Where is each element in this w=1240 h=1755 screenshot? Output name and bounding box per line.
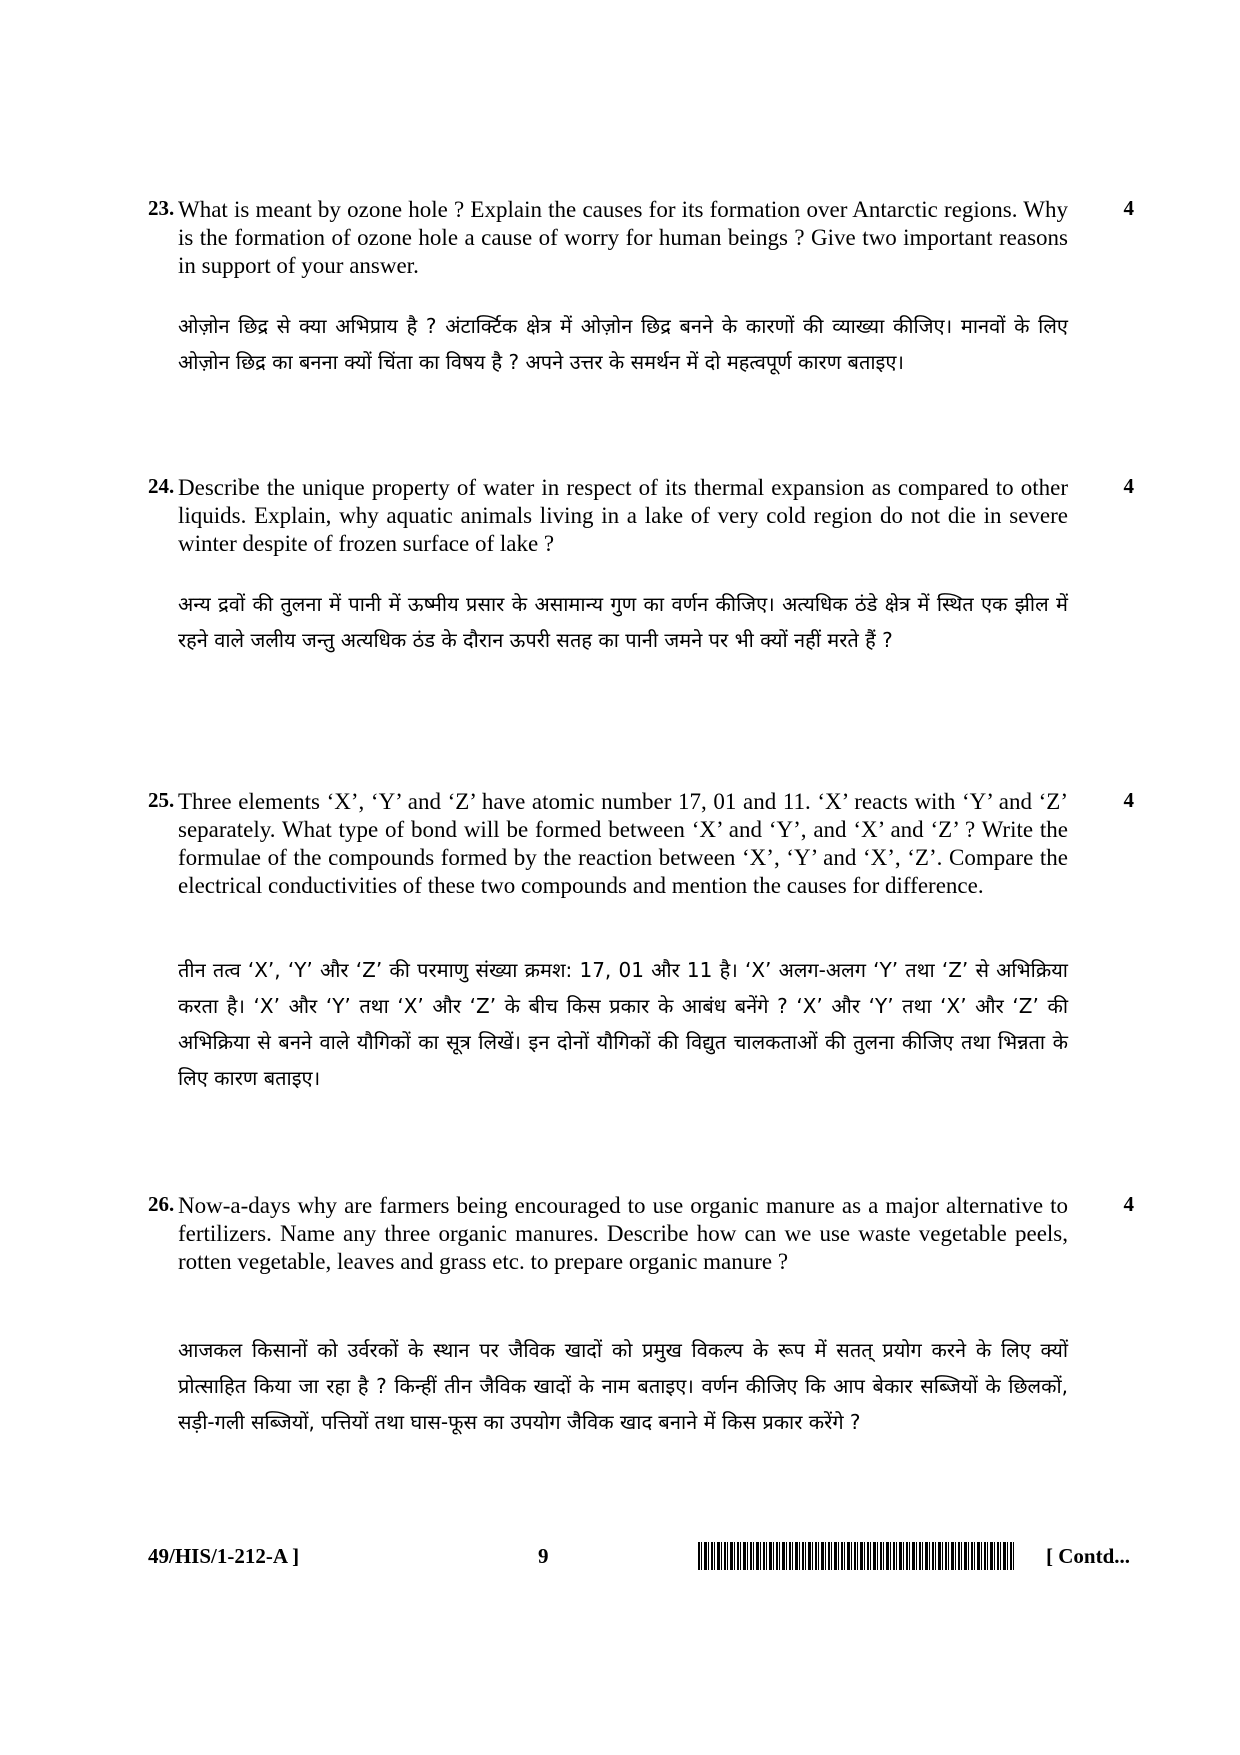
- page-number: 9: [538, 1544, 549, 1568]
- question-text-hindi: आजकल किसानों को उर्वरकों के स्थान पर जैविक खादों को प्रमुख विकल्प के रूप में सतत् प्रयोग करने के लिए क्यों प्रोत्साहित किया जा रहा है ? किन्हीं तीन जैविक खादों के नाम बताइए। वर्णन कीजिए कि आप बेकार सब्जियों के छिलकों, सड़ी-गली सब्जियों, पत्तियों तथा घास-फूस का उपयोग जैविक खाद बनाने में किस प्रकार करेंगे ?: [178, 1338, 1068, 1434]
- question-number: 23.: [148, 196, 175, 220]
- question-text-english: Three elements ‘X’, ‘Y’ and ‘Z’ have atomic number 17, 01 and 11. ‘X’ reacts with ‘Y’ and ‘Z’ separately. What type of bond will be formed between ‘X’ and ‘Y’, and ‘X’ and ‘Z’ ? Write the formulae of the compounds formed by the reaction between ‘X’, ‘Y’ and ‘X’, ‘Z’. Compare the electrical conductivities of these two compounds and mention the causes for difference.: [178, 789, 1068, 898]
- question-marks: 4: [1123, 196, 1134, 220]
- question-text-hindi: ओज़ोन छिद्र से क्या अभिप्राय है ? अंटार्क्टिक क्षेत्र में ओज़ोन छिद्र बनने के कारणों की व्याख्या कीजिए। मानवों के लिए ओज़ोन छिद्र का बनना क्यों चिंता का विषय है ? अपने उत्तर के समर्थन में दो महत्वपूर्ण कारण बताइए।: [178, 314, 1068, 374]
- question-text-english: What is meant by ozone hole ? Explain the causes for its formation over Antarctic regions. Why is the formation of ozone hole a cause of worry for human beings ? Give two important reasons in support of your answer.: [178, 197, 1068, 278]
- question-marks: 4: [1123, 474, 1134, 498]
- question-text-hindi: अन्य द्रवों की तुलना में पानी में ऊष्मीय प्रसार के असामान्य गुण का वर्णन कीजिए। अत्यधिक ठंडे क्षेत्र में स्थित एक झील में रहने वाले जलीय जन्तु अत्यधिक ठंड के दौरान ऊपरी सतह का पानी जमने पर भी क्यों नहीं मरते हैं ?: [178, 592, 1068, 652]
- question-number: 25.: [148, 788, 175, 812]
- continued-label: [ Contd...: [1045, 1544, 1130, 1568]
- barcode-icon: [698, 1542, 1014, 1570]
- question-text-english: Now-a-days why are farmers being encouraged to use organic manure as a major alternative to fertilizers. Name any three organic manures. Describe how can we use waste vegetable peels, rotten vegetable, leaves and grass etc. to prepare organic manure ?: [178, 1193, 1068, 1274]
- question-number: 24.: [148, 474, 175, 498]
- question-marks: 4: [1123, 788, 1134, 812]
- question-text-english: Describe the unique property of water in respect of its thermal expansion as compared to other liquids. Explain, why aquatic animals living in a lake of very cold region do not die in severe winter despite of frozen surface of lake ?: [178, 475, 1068, 556]
- paper-code: 49/HIS/1-212-A ]: [148, 1544, 300, 1568]
- page-footer: [148, 1538, 1134, 1578]
- question-number: 26.: [148, 1192, 175, 1216]
- question-marks: 4: [1123, 1192, 1134, 1216]
- question-text-hindi: तीन तत्व ‘X’, ‘Y’ और ‘Z’ की परमाणु संख्या क्रमश: 17, 01 और 11 है। ‘X’ अलग-अलग ‘Y’ तथा ‘Z’ से अभिक्रिया करता है। ‘X’ और ‘Y’ तथा ‘X’ और ‘Z’ के बीच किस प्रकार के आबंध बनेंगे ? ‘X’ और ‘Y’ तथा ‘X’ और ‘Z’ की अभिक्रिया से बनने वाले यौगिकों का सूत्र लिखें। इन दोनों यौगिकों की विद्युत चालकताओं की तुलना कीजिए तथा भिन्नता के लिए कारण बताइए।: [178, 958, 1068, 1090]
